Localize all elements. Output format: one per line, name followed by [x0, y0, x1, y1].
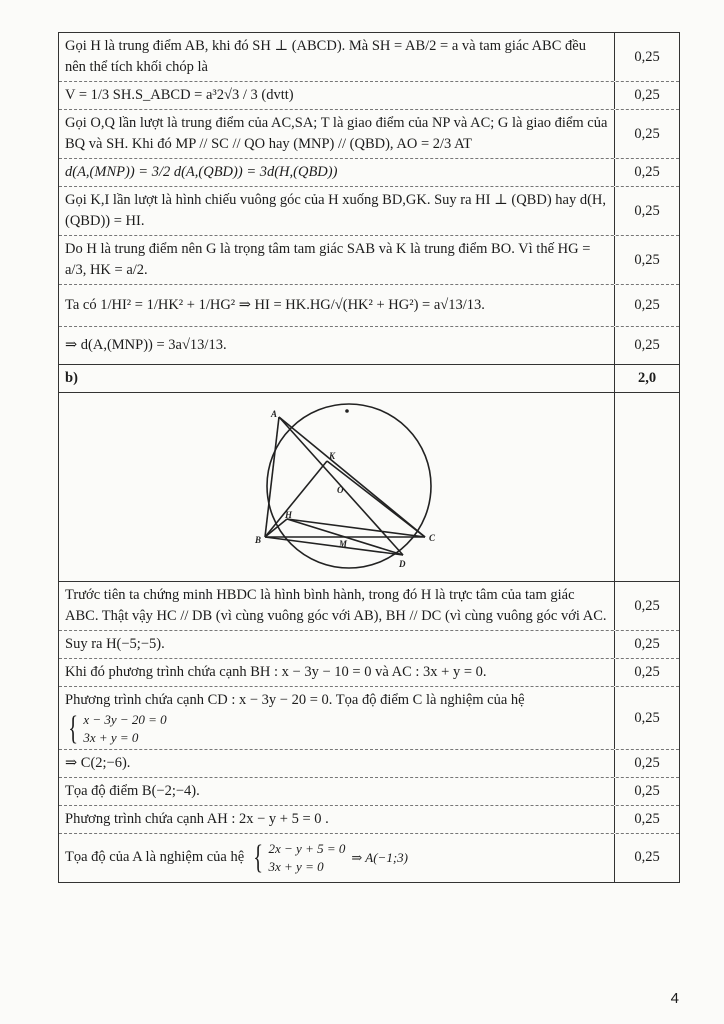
row-content: Ta có 1/HI² = 1/HK² + 1/HG² ⇒ HI = HK.HG/√(HK² + HG²) = a√13/13.	[59, 285, 615, 326]
row-score: 0,25	[634, 202, 660, 219]
answer-table	[58, 32, 680, 883]
equation-system-c: { x − 3y − 20 = 0 3x + y = 0	[68, 709, 167, 747]
row-text: Phương trình chứa cạnh CD : x − 3y − 20 = 0. Tọa độ điểm C là nghiệm của hệ	[65, 692, 525, 709]
section-score: 2,0	[637, 370, 657, 387]
circumcircle	[267, 404, 431, 568]
circle-triangle-diagram	[249, 395, 449, 577]
table-row	[59, 365, 679, 393]
row-content: Khi đó phương trình chứa cạnh BH : x − 3y − 10 = 0 và AC : 3x + y = 0.	[59, 659, 615, 686]
system-line: x − 3y − 20 = 0	[83, 712, 167, 728]
row-content: ⇒ C(2;−6).	[59, 750, 615, 777]
row-score: 0,25	[634, 125, 660, 142]
label-C: C	[429, 533, 436, 544]
row-content: Tọa độ điểm B(−2;−4).	[59, 778, 615, 805]
row-score: 0,25	[634, 251, 660, 268]
row-content: ⇒ d(A,(MNP)) = 3a√13/13.	[59, 327, 615, 364]
table-row	[59, 659, 679, 687]
row-score: 0,25	[634, 48, 660, 65]
table-row	[59, 110, 679, 159]
table-row	[59, 778, 679, 806]
system-line: 3x + y = 0	[268, 858, 324, 874]
row-content	[59, 687, 615, 749]
row-score: 0,25	[634, 297, 660, 314]
row-score: 0,25	[634, 755, 660, 772]
row-score: 0,25	[634, 87, 660, 104]
table-row	[59, 187, 679, 236]
table-row	[59, 687, 679, 750]
figure-cell	[59, 393, 615, 581]
system-result: ⇒ A(−1;3)	[351, 849, 408, 865]
system-line: 2x − y + 5 = 0	[268, 841, 346, 857]
row-content: Do H là trung điểm nên G là trọng tâm tam giác SAB và K là trung điểm BO. Vì thế HG = a/3, HK = a/2.	[59, 236, 615, 284]
label-M: M	[339, 539, 348, 550]
row-content: d(A,(MNP)) = 3/2 d(A,(QBD)) = 3d(H,(QBD))	[59, 159, 615, 186]
label-D: D	[399, 559, 406, 570]
row-content: Gọi H là trung điểm AB, khi đó SH ⊥ (ABCD). Mà SH = AB/2 = a và tam giác ABC đều nên thể tích khối chóp là	[59, 33, 615, 81]
row-content: Gọi O,Q lần lượt là trung điểm của AC,SA; T là giao điểm của NP và AC; G là giao điểm của BQ và SH. Khi đó MP // SC // QO hay (MNP) // (QBD), AO = 2/3 AT	[59, 110, 615, 158]
row-content	[59, 834, 615, 881]
label-H: H	[285, 510, 293, 521]
label-O: O	[337, 485, 344, 496]
row-text: Tọa độ của A là nghiệm của hệ	[65, 849, 245, 866]
table-row	[59, 631, 679, 659]
system-line: 3x + y = 0	[83, 729, 139, 745]
row-content: Trước tiên ta chứng minh HBDC là hình bình hành, trong đó H là trực tâm của tam giác ABC. Thật vậy HC // DB (vì cùng vuông góc với AB), BH // DC (vì cùng vuông góc với AC.	[59, 582, 615, 630]
table-row	[59, 834, 679, 882]
row-score: 0,25	[634, 597, 660, 614]
table-row	[59, 236, 679, 285]
row-score: 0,25	[634, 337, 660, 354]
row-content: V = 1/3 SH.S_ABCD = a³2√3 / 3 (dvtt)	[59, 82, 615, 109]
row-score: 0,25	[634, 164, 660, 181]
table-row	[59, 82, 679, 110]
row-score: 0,25	[634, 636, 660, 653]
table-row	[59, 806, 679, 834]
table-row	[59, 327, 679, 365]
page-number: 4	[670, 990, 679, 1007]
label-A: A	[271, 409, 278, 420]
row-score: 0,25	[634, 709, 660, 726]
figure-row	[59, 393, 679, 582]
row-score: 0,25	[634, 849, 660, 866]
row-score: 0,25	[634, 811, 660, 828]
table-row	[59, 159, 679, 187]
table-row	[59, 582, 679, 631]
row-score: 0,25	[634, 783, 660, 800]
row-content: Phương trình chứa cạnh AH : 2x − y + 5 = 0 .	[59, 806, 615, 833]
label-B: B	[255, 535, 262, 546]
label-K: K	[329, 451, 336, 462]
row-content: Suy ra H(−5;−5).	[59, 631, 615, 658]
section-label: b)	[59, 365, 615, 392]
equation-system-a: { 2x − y + 5 = 0 3x + y = 0	[253, 838, 346, 876]
row-score: 0,25	[634, 664, 660, 681]
table-row	[59, 33, 679, 82]
figure-score	[615, 393, 679, 581]
table-row	[59, 750, 679, 778]
row-content: Gọi K,I lần lượt là hình chiếu vuông góc của H xuống BD,GK. Suy ra HI ⊥ (QBD) hay d(H,(QBD)) = HI.	[59, 187, 615, 235]
table-row	[59, 285, 679, 327]
